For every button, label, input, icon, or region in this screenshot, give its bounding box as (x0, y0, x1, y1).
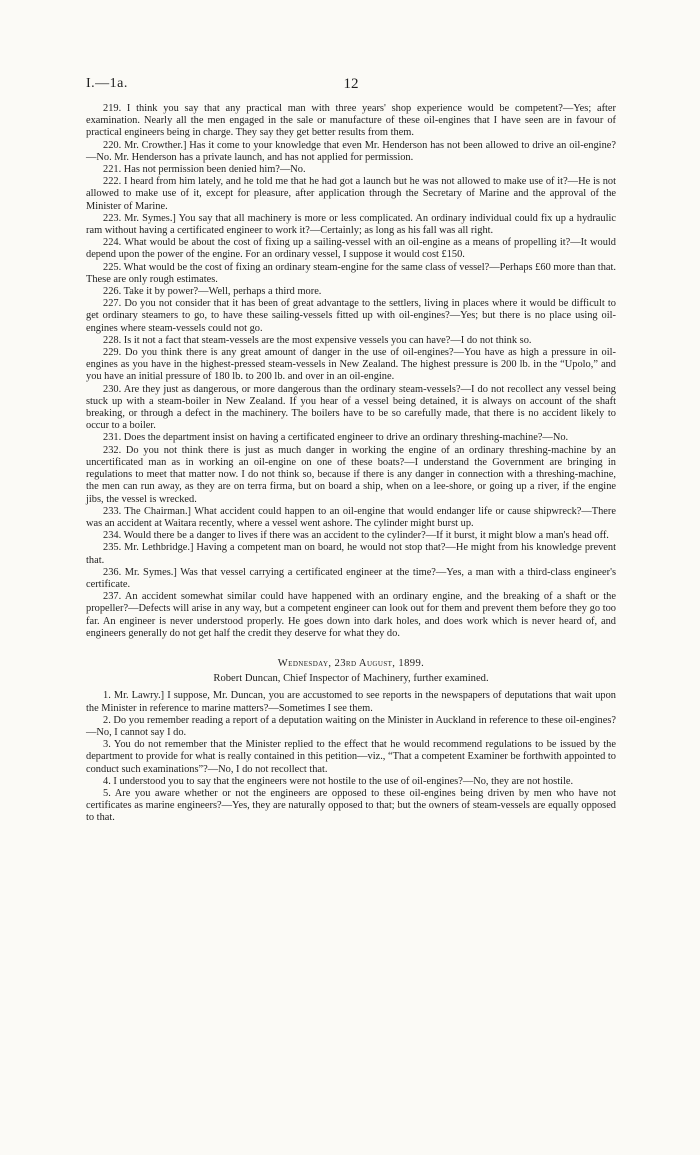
question-paragraph: 4. I understood you to say that the engineers were not hostile to the use of oil-engines?—No, they are not hostile. (103, 775, 574, 787)
question-paragraph: 235. Mr. Lethbridge.] Having a competent man on board, he would not stop that?—He might from his knowledge prevent that. (86, 542, 616, 566)
question-paragraph: 221. Has not permission been denied him?—No. (103, 164, 306, 176)
question-paragraph: 227. Do you not consider that it has been of great advantage to the settlers, living in places where it would be difficult to get ordinary steamers to go, to have these sailing-vessels fitted up with oil-engines?—Yes; but there is no place using oil-engines where steam-vessels could not go. (86, 298, 616, 334)
session-date: Wednesday, 23rd August, 1899. (277, 657, 425, 669)
page-number: 12 (343, 76, 359, 92)
question-paragraph: 231. Does the department insist on having a certificated engineer to drive an ordinary threshing-machine?—No. (103, 432, 569, 444)
question-paragraph: 232. Do you not think there is just as much danger in working the engine of an ordinary threshing-machine by an uncertificated man as in working an oil-engine on one of these boats?—I understand the Government are bringing in regulations to meet that matter now. I do not think so, because if there is any danger in connection with a threshing-machine, the men can run away, as they are on terra firma, but on board a ship, when on a lee-shore, or going up a river, if the engine jibs, the vessel is wrecked. (86, 444, 616, 505)
question-paragraph: 237. An accident somewhat similar could have happened with an ordinary engine, and the breaking of a shaft or the propeller?—Defects will arise in any way, but a competent engineer can look out for them and prevent them before they go too far. An engineer is never understood properly. He goes down into dark holes, and does work which is never heard of, and engineers generally do not get half the credit they deserve for what they do. (86, 591, 616, 639)
witness-heading: Robert Duncan, Chief Inspector of Machinery, further examined. (213, 673, 489, 685)
question-paragraph: 229. Do you think there is any great amount of danger in the use of oil-engines?—You have as high a pressure in oil-engines as you have in the highest-pressed steam-vessels in New Zealand. The highest pressure is 200 lb. in the “Upolo,” and you have an initial pressure of 180 lb. to 200 lb. and over in an oil-engine. (86, 347, 616, 383)
question-paragraph: 234. Would there be a danger to lives if there was an accident to the cylinder?—If it burst, it might blow a man's head off. (103, 530, 609, 542)
question-paragraph: 230. Are they just as dangerous, or more dangerous than the ordinary steam-vessels?—I do not recollect any vessel being stuck up with a steam-boiler in New Zealand. If you hear of a vessel being detained, it is always on account of the shaft breaking, or through a defect in the machinery. The boilers have to be so carefully made, that there is no accident likely to occur to a boiler. (86, 383, 616, 432)
question-paragraph: 222. I heard from him lately, and he told me that he had got a launch but he was not allowed to make use of it?—He is not allowed to make use of it, except for pleasure, after application through the Secretary of Marine and the approval of the Minister of Marine. (86, 176, 616, 212)
page-header (86, 76, 616, 96)
question-paragraph: 223. Mr. Symes.] You say that all machinery is more or less complicated. An ordinary individual could fix up a hydraulic ram without having a certificated engineer to work it?—Certainly; as long as his fall was all right. (86, 212, 616, 237)
question-paragraph: 225. What would be the cost of fixing an ordinary steam-engine for the same class of vessel?—Perhaps £60 more than that. These are only rough estimates. (86, 261, 616, 285)
question-paragraph: 5. Are you aware whether or not the engineers are opposed to these oil-engines being driven by men who have not certificates as marine engineers?—Yes, they are naturally opposed to that; but the owners of steam-vessels are equally opposed to that. (86, 787, 616, 824)
testimony-section-2 (86, 690, 616, 824)
question-paragraph: 1. Mr. Lawry.] I suppose, Mr. Duncan, you are accustomed to see reports in the newspapers of deputations that wait upon the Minister in reference to marine matters?—Sometimes I see them. (86, 690, 616, 714)
question-paragraph: 219. I think you say that any practical man with three years' shop experience would be competent?—Yes; after examination. Nearly all the men engaged in the sale or manufacture of these oil-engines that I have seen are in favour of practical engineers being in charge. They say they get better results from them. (86, 103, 616, 139)
question-paragraph: 228. Is it not a fact that steam-vessels are the most expensive vessels you can have?—I do not think so. (103, 334, 532, 346)
question-paragraph: 3. You do not remember that the Minister replied to the effect that he would recommend regulations to be issued by the department to provide for what is really contained in this petition—viz., “That a competent Examiner be forthwith appointed to conduct such examinations”?—No, I do not recollect that. (86, 739, 616, 775)
question-paragraph: 236. Mr. Symes.] Was that vessel carrying a certificated engineer at the time?—Yes, a man with a third-class engineer's certificate. (86, 566, 616, 590)
question-paragraph: 233. The Chairman.] What accident could happen to an oil-engine that would endanger life or cause shipwreck?—There was an accident at Waitara recently, where a vessel went ashore. The cylinder might burst up. (86, 505, 616, 529)
question-paragraph: 220. Mr. Crowther.] Has it come to your knowledge that even Mr. Henderson has not been allowed to drive an oil-engine?—No. Mr. Henderson has a private launch, and has not applied for permission. (86, 139, 616, 163)
testimony-section-1 (86, 103, 616, 640)
page-body (86, 103, 616, 825)
question-paragraph: 2. Do you remember reading a report of a deputation waiting on the Minister in Auckland in reference to these oil-engines?—No, I cannot say I do. (86, 714, 616, 738)
document-reference: I.—1a. (86, 76, 128, 91)
question-paragraph: 226. Take it by power?—Well, perhaps a third more. (103, 286, 322, 298)
question-paragraph: 224. What would be about the cost of fixing up a sailing-vessel with an oil-engine as a means of propelling it?—It would depend upon the power of the engine. For an ordinary vessel, I suppose it would cost £150. (86, 237, 616, 261)
